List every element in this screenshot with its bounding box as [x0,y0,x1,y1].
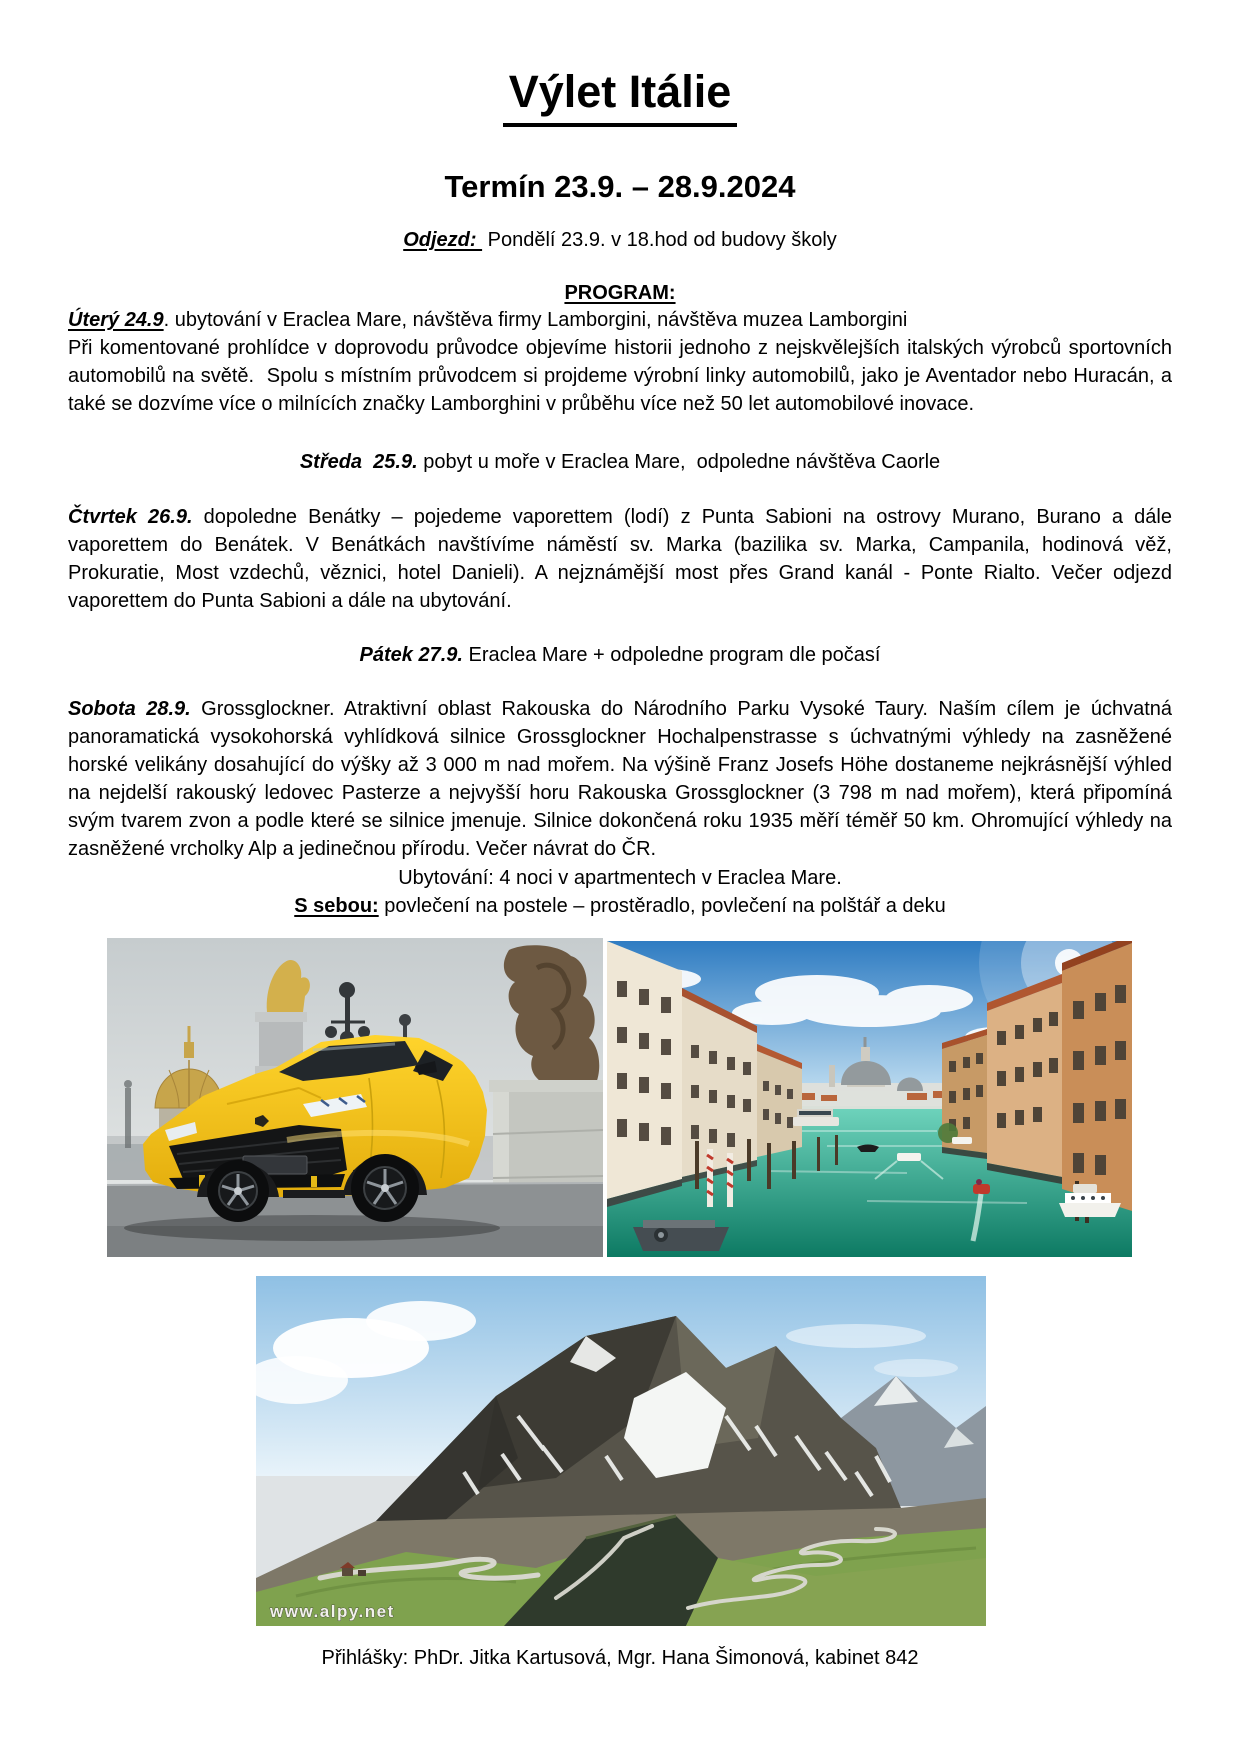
day-saturday-text: Grossglockner. Atraktivní oblast Rakouska do Národního Parku Vysoké Taury. Naším cílem je úchvatná panoramatická vysokohorská vyhlídková silnice Grossglockner Hochalpenstrasse s úchvatnými výhledy na zasněžené horské velikány dosahující do výšky až 3 000 m nad mořem. Na výšině Franz Josefs Höhe dostaneme nejkrásnější výhled na nejdelší rakouský ledovec Pasterze a nejvyšší horu Rakouska Grossglockner (3 798 m nad mořem), která připomíná svým tvarem zvon a podle které se silnice jmenuje. Silnice dokončená roku 1935 měří téměř 50 km. Ohromující výhledy na zasněžené vrcholky Alp a jedinečnou přírodu. Večer návrat do ČR. [68,698,1173,860]
rear-wheel [351,1154,419,1222]
day-tuesday-label: Úterý 24.9 [68,309,164,331]
day-wednesday-text: pobyt u moře v Eraclea Mare, odpoledne návštěva Caorle [417,451,941,473]
day-thursday-paragraph [68,503,1172,615]
day-thursday-text: dopoledne Benátky – pojedeme vaporettem (lodí) z Punta Sabioni na ostrovy Murano, Burano a dále vaporettem do Benátek. V Benátkách navštívíme náměstí sv. Marka (bazilika sv. Marka, Campanila, hodinová věž, Prokuratie, Most vzdechů, věznici, hotel Danieli). A nejznámější most přes Grand kanál - Ponte Rialto. Večer odjezd vaporettem do Punta Sabioni a dále na ubytování. [68,506,1172,612]
lamborghini-photo [107,938,603,1257]
bring-line [0,892,1240,920]
page-title [0,64,1240,127]
vaporetto [793,1109,839,1126]
front-wheel [207,1160,269,1222]
lamborghini-photo-art [107,938,603,1257]
grossglockner-photo-art [256,1276,986,1626]
day-saturday-paragraph [68,695,1172,863]
alpy-watermark: www.alpy.net [270,1602,395,1621]
venice-canal-photo [607,941,1132,1257]
departure-line [0,226,1240,254]
bring-text: povlečení na postele – prostěradlo, povlečení na polštář a deku [378,895,946,917]
venice-photo-art [607,941,1132,1257]
day-tuesday-line [68,306,1172,334]
accommodation-line: Ubytování: 4 noci v apartmentech v Eraclea Mare. [398,867,842,889]
day-tuesday-body: Při komentované prohlídce v doprovodu průvodce objevíme historii jednoho z nejskvělejších italských výrobců sportovních automobilů na světě. Spolu s místním průvodcem si projdeme výrobní linky automobilů, jako je Aventador nebo Huracán, a také se dozvíme více o milnících značky Lamborghini v průběhu více než 50 let automobilové inovace. [68,337,1172,415]
trip-dates: Termín 23.9. – 28.9.2024 [444,169,796,204]
program-heading-text: PROGRAM: [564,282,676,304]
day-saturday-label: Sobota 28.9. [68,698,191,720]
day-wednesday-label: Středa 25.9. [299,451,418,473]
page-title-text: Výlet Itálie [503,64,738,127]
day-friday-line [0,641,1240,669]
grossglockner-photo [256,1276,986,1626]
departure-text: Pondělí 23.9. v 18.hod od budovy školy [482,229,837,251]
day-friday-label: Pátek 27.9. [359,644,463,666]
day-tuesday-intro: . ubytování v Eraclea Mare, návštěva firmy Lamborgini, návštěva muzea Lamborgini [163,309,908,331]
program-heading [0,279,1240,307]
departure-label: Odjezd: [403,229,483,251]
day-wednesday-line [0,448,1240,476]
day-friday-text: Eraclea Mare + odpoledne program dle počasí [462,644,881,666]
bring-label: S sebou: [294,895,379,917]
foreground-boat [633,1220,729,1251]
contact-line: Přihlášky: PhDr. Jitka Kartusová, Mgr. Hana Šimonová, kabinet 842 [321,1647,919,1669]
day-thursday-label: Čtvrtek 26.9. [68,506,193,528]
